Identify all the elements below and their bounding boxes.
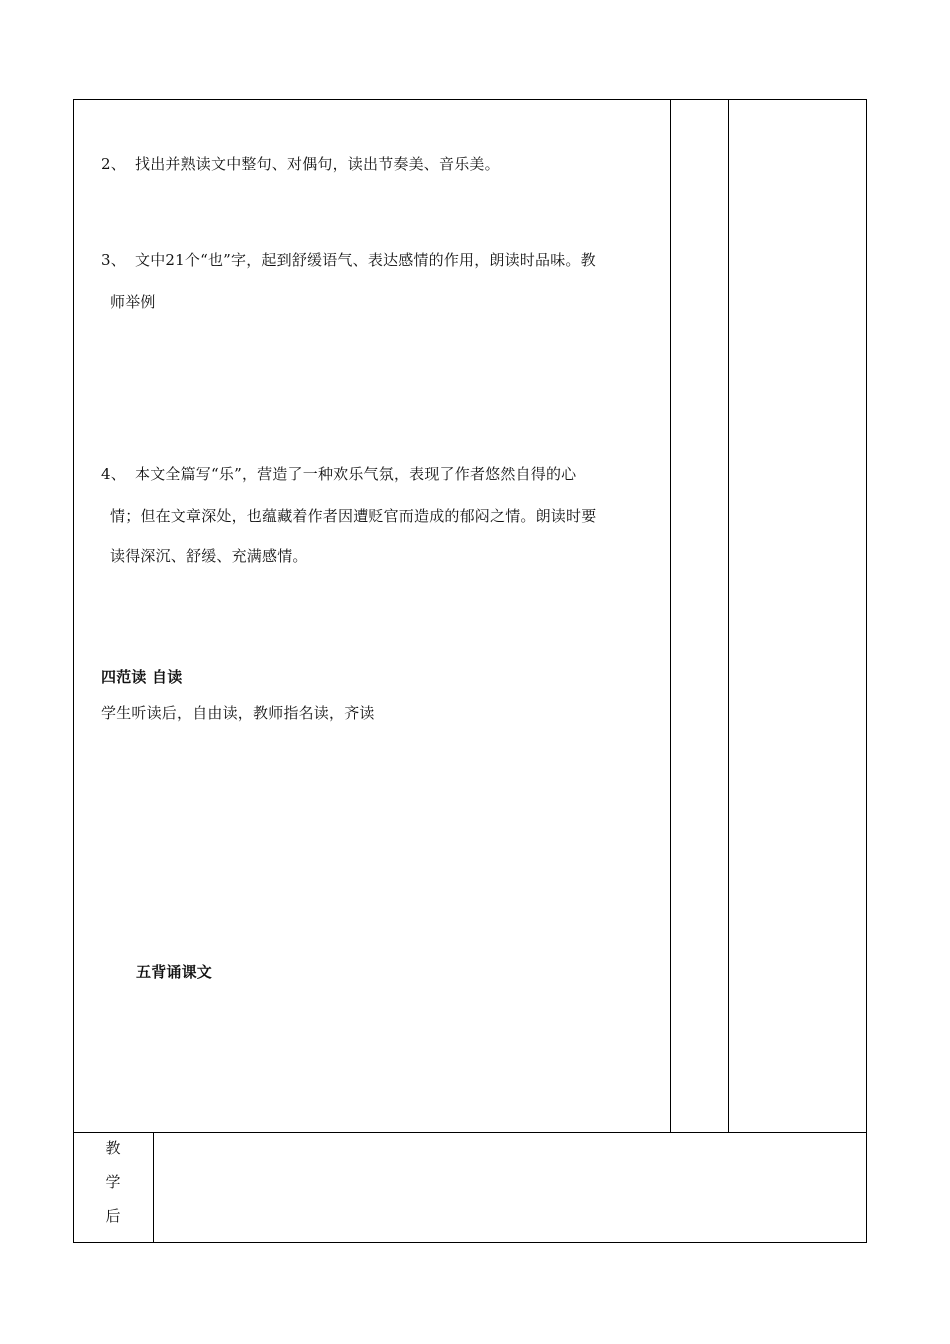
section-4-heading: 四范读 自读	[101, 668, 183, 686]
table-bottom-border	[73, 1242, 867, 1243]
item-3-line-1: 3、 文中21个“也”字，起到舒缓语气、表达感情的作用，朗读时品味。教	[101, 251, 596, 269]
section-5-heading: 五背诵课文	[136, 963, 213, 981]
item-4-line-1: 4、 本文全篇写“乐”，营造了一种欢乐气氛，表现了作者悠然自得的心	[101, 465, 577, 483]
section-4-body: 学生听读后，自由读，教师指名读，齐读	[101, 704, 375, 722]
item-4-line-2: 情；但在文章深处，也蕴藏着作者因遭贬官而造成的郁闷之情。朗读时要	[110, 507, 597, 525]
footer-content-cell[interactable]	[154, 1133, 866, 1242]
side-column-narrow[interactable]	[671, 100, 728, 1132]
table-right-border	[866, 99, 867, 1243]
item-2-line-1: 2、 找出并熟读文中整句、对偶句，读出节奏美、音乐美。	[101, 155, 500, 173]
footer-label-char-2: 学	[105, 1173, 121, 1191]
side-column-wide[interactable]	[729, 100, 866, 1132]
item-4-line-3: 读得深沉、舒缓、充满感情。	[110, 547, 308, 565]
table-left-border	[73, 99, 74, 1243]
footer-label-char-1: 教	[105, 1139, 121, 1157]
footer-label-char-3: 后	[105, 1207, 121, 1225]
item-3-line-2: 师举例	[110, 293, 156, 311]
